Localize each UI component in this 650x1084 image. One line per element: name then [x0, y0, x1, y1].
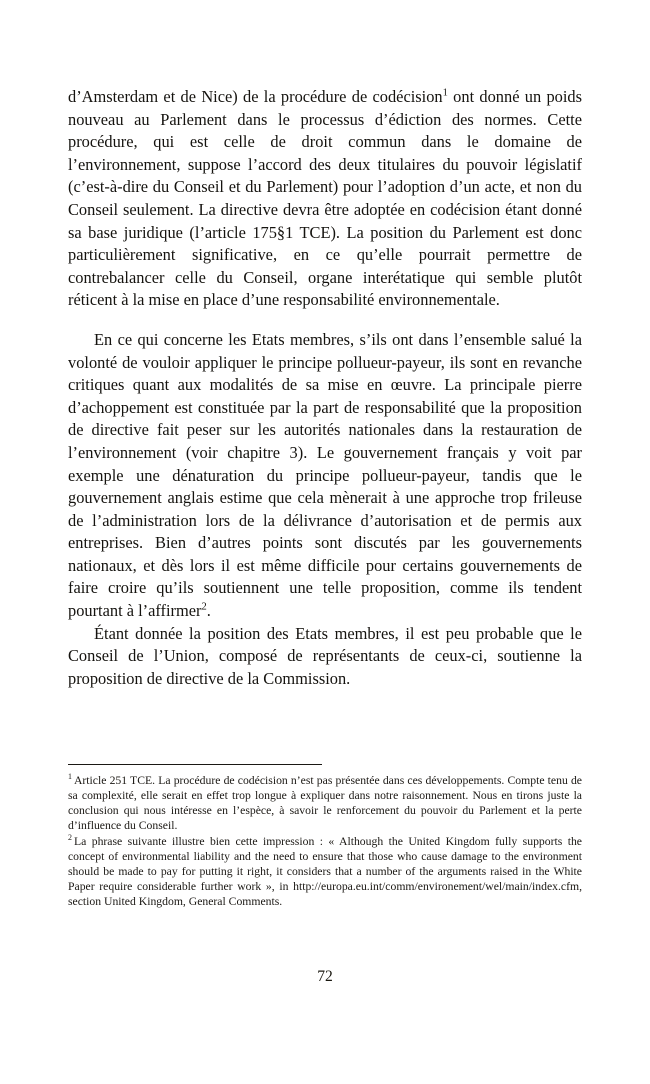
paragraph-text: Étant donnée la position des Etats membres, il est peu probable que le Conseil de l’Union, composé de représentants de ceux-ci, soutienne la proposition de directive de la Commission. [68, 623, 582, 688]
paragraph-text: d’Amsterdam et de Nice) de la procédure de codécision [68, 87, 443, 106]
page-number: 72 [317, 968, 333, 985]
footnote-separator-rule [68, 764, 322, 765]
footnote-area [68, 764, 582, 909]
paragraph-text-cont: . [206, 601, 211, 621]
footnote-marker-2: 2 [68, 832, 72, 842]
footnote-text: Article 251 TCE. La procédure de codécision n’est pas présentée dans ces développements. Compte tenu de sa complexité, elle serait en effet trop longue à expliquer dans notre raisonnement. Nous en tirons juste la conclusion qui nous intéresse en l’espèce, à savoir le renforcement du pouvoir du Parlement et la perte d’influence du Conseil. [68, 774, 582, 833]
footnote-reference-1[interactable]: 1 [442, 87, 448, 99]
paragraph-text-cont: ont donné un poids nouveau au Parlement dans le processus d’édiction des normes. Cette procédure, qui est celle de droit commun dans le domaine de l’environnement, suppose l’accord des deux titulaires du pouvoir législatif (c’est-à-dire du Conseil et du Parlement) pour l’adoption d’un acte, et non du Conseil seulement. La directive devra être adoptée en codécision étant donné sa base juridique (l’article 175§1 TCE). La position du Parlement est donc particulièrement significative, en ce qu’elle pourrait permettre de contrebalancer celle du Conseil, organe interétatique qui semble plutôt réticent à la mise en place d’une responsabilité environnementale. [68, 87, 582, 310]
footnote-text: La phrase suivante illustre bien cette impression : « Although the United Kingdom fully supports the concept of environmental liability and the need to ensure that those who cause damage to the environment should be made to pay for putting it right, it considers that a number of the arguments raised in the White Paper require considerable further work », in http://europa.eu.int/comm/environement/wel/main/index.cfm, section United Kingdom, General Comments. [68, 834, 582, 909]
footnote-reference-2[interactable]: 2 [201, 601, 207, 613]
paragraph-spacer [68, 312, 582, 329]
footnote-marker-1: 1 [68, 772, 72, 782]
footnote-item-1 [68, 773, 582, 833]
paragraph-conseil-union [68, 623, 582, 691]
paragraph-etats-membres [68, 329, 582, 623]
footnote-item-2 [68, 834, 582, 909]
body-text-column [68, 86, 582, 690]
paragraph-text: En ce qui concerne les Etats membres, s’ils ont dans l’ensemble salué la volonté de vouloir appliquer le principe pollueur-payeur, ils sont en revanche critiques quant aux modalités de sa mise en œuvre. La principale pierre d’achoppement est constituée par la part de responsabilité que la proposition de directive fait peser sur les autorités nationales dans la restauration de l’environnement (voir chapitre 3). Le gouvernement français y voit par exemple une dénaturation du principe pollueur-payeur, tandis que le gouvernement anglais estime que cela mènerait à une approche trop frileuse de l’administration lors de la délivrance d’autorisation et de permis aux entreprises. Bien d’autres points sont discutés par les gouvernements nationaux, et dès lors il est même difficile pour certains gouvernements de faire croire qu’ils soutiennent une telle proposition, comme ils tendent pourtant à l’affirmer [68, 329, 582, 621]
paragraph-codecision [68, 86, 582, 312]
